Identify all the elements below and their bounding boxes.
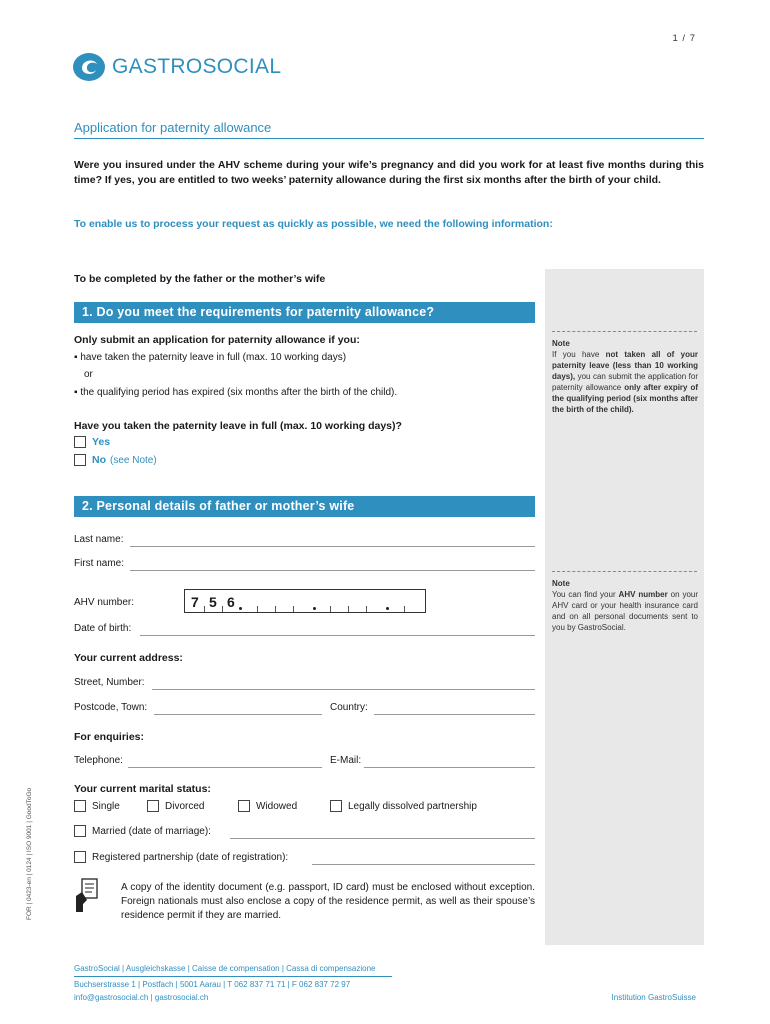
widowed-label: Widowed (256, 800, 298, 812)
dissolved-label: Legally dissolved partnership (348, 800, 477, 812)
note2-text-2: on your AHV card or your health insurance card and on all personal documents sent to you by GastroSocial. (552, 590, 699, 632)
married-label: Married (date of marriage): (92, 825, 211, 837)
intro-paragraph: Were you insured under the AHV scheme during your wife’s pregnancy and did you work for at least five months during this time? If yes, you are entitled to two weeks’ paternity allowance during the first six months after the birth of your child. (74, 159, 704, 186)
telephone-label: Telephone: (74, 755, 123, 766)
footer-divider (74, 976, 392, 977)
see-note-text: (see Note) (110, 454, 157, 466)
bullet-1-text: have taken the paternity leave in full (max. 10 working days) (80, 352, 347, 363)
registered-label: Registered partnership (date of registration): (92, 851, 289, 863)
or-text: or (84, 369, 93, 380)
country-field[interactable] (374, 714, 535, 715)
last-name-label: Last name: (74, 534, 124, 545)
enquiries-heading: For enquiries: (74, 731, 145, 743)
registered-checkbox[interactable] (74, 851, 86, 863)
country-label: Country: (330, 702, 368, 713)
option-no[interactable] (74, 454, 157, 466)
divorced-checkbox[interactable] (147, 800, 159, 812)
postcode-label: Postcode, Town: (74, 702, 148, 713)
bullet-1: ▪ have taken the paternity leave in full (max. 10 working days) (74, 352, 347, 363)
note2 (552, 578, 698, 633)
note1-divider (552, 331, 697, 332)
yes-checkbox[interactable] (74, 436, 86, 448)
option-divorced[interactable] (147, 800, 204, 812)
date-of-birth-field[interactable] (140, 635, 535, 636)
note2-ahv-number: AHV number (618, 590, 668, 599)
registration-date-field[interactable] (312, 864, 535, 865)
note1-text-2: you can submit the application for paternity allowance (552, 372, 698, 392)
footer-address: Buchserstrasse 1 | Postfach | 5001 Aarau | T 062 837 71 71 | F 062 837 72 97 (74, 980, 351, 989)
marital-status-heading: Your current marital status: (74, 783, 211, 795)
option-widowed[interactable] (238, 800, 297, 812)
first-name-field[interactable] (130, 570, 535, 571)
logo-text: GASTROSOCIAL (112, 55, 282, 78)
note1-text-1b: not taken all of your paternity leave (less than 10 working days), (552, 350, 698, 381)
ahv-digit-1: 7 (191, 594, 199, 610)
ahv-number-input[interactable] (184, 589, 426, 613)
note1-text-1: If you have (552, 350, 600, 359)
street-field[interactable] (152, 689, 535, 690)
option-single[interactable] (74, 800, 120, 812)
option-married[interactable] (74, 825, 211, 837)
only-submit-text: Only submit an application for paternity allowance if you: (74, 334, 360, 346)
no-label: No (92, 454, 106, 466)
ahv-digit-2: 5 (209, 594, 217, 610)
document-hand-icon (74, 878, 100, 917)
marriage-date-field[interactable] (230, 838, 535, 839)
section1-heading: 1. Do you meet the requirements for paternity allowance? (74, 302, 535, 323)
postcode-field[interactable] (154, 714, 322, 715)
email-label: E-Mail: (330, 755, 362, 766)
no-checkbox[interactable] (74, 454, 86, 466)
note2-text-1: You can find your (552, 590, 616, 599)
logo (72, 52, 281, 82)
leave-question: Have you taken the paternity leave in full (max. 10 working days)? (74, 420, 402, 432)
note2-divider (552, 571, 697, 572)
widowed-checkbox[interactable] (238, 800, 250, 812)
last-name-field[interactable] (130, 546, 535, 547)
footer-contact[interactable]: info@gastrosocial.ch | gastrosocial.ch (74, 993, 209, 1002)
footer-line-1: GastroSocial | Ausgleichskasse | Caisse de compensation | Cassa di compensazione (74, 964, 376, 973)
page-title: Application for paternity allowance (74, 120, 704, 139)
bullet-2-text: the qualifying period has expired (six months after the birth of the child). (80, 387, 398, 398)
intro-instruction: To enable us to process your request as quickly as possible, we need the following information: (74, 218, 553, 230)
street-label: Street, Number: (74, 677, 145, 688)
note1-text-2b: only after expiry of the qualifying period (six months after the birth of the child). (552, 383, 698, 414)
option-dissolved[interactable] (330, 800, 477, 812)
section2-heading: 2. Personal details of father or mother’s wife (74, 496, 535, 517)
completion-instruction: To be completed by the father or the mother’s wife (74, 273, 326, 285)
date-of-birth-label: Date of birth: (74, 623, 132, 634)
yes-label: Yes (92, 436, 111, 448)
note1-title: Note (552, 339, 570, 348)
divorced-label: Divorced (165, 800, 205, 812)
footer-institution: Institution GastroSuisse (611, 993, 696, 1002)
note1 (552, 338, 698, 415)
telephone-field[interactable] (128, 767, 322, 768)
id-document-note: A copy of the identity document (e.g. passport, ID card) must be enclosed without exception. Foreign nationals must also enclose a copy of the residence permit, as well as their spouse’s residence permit if they are married. (121, 882, 535, 921)
first-name-label: First name: (74, 558, 125, 569)
option-yes[interactable] (74, 436, 110, 448)
single-label: Single (92, 800, 120, 812)
single-checkbox[interactable] (74, 800, 86, 812)
note2-title: Note (552, 579, 570, 588)
ahv-number-label: AHV number: (74, 597, 135, 608)
current-address-heading: Your current address: (74, 652, 183, 664)
email-field[interactable] (364, 767, 535, 768)
married-checkbox[interactable] (74, 825, 86, 837)
ahv-digit-3: 6 (227, 594, 235, 610)
form-code-side-text: FOR | 0423-en | 0124 | ISO 9001 | GoodToGo (26, 787, 33, 920)
page-number: 1 / 7 (672, 33, 696, 44)
bullet-2: ▪ the qualifying period has expired (six months after the birth of the child). (74, 387, 398, 398)
dissolved-checkbox[interactable] (330, 800, 342, 812)
gastrosocial-logo-icon (72, 52, 106, 82)
option-registered[interactable] (74, 851, 288, 863)
